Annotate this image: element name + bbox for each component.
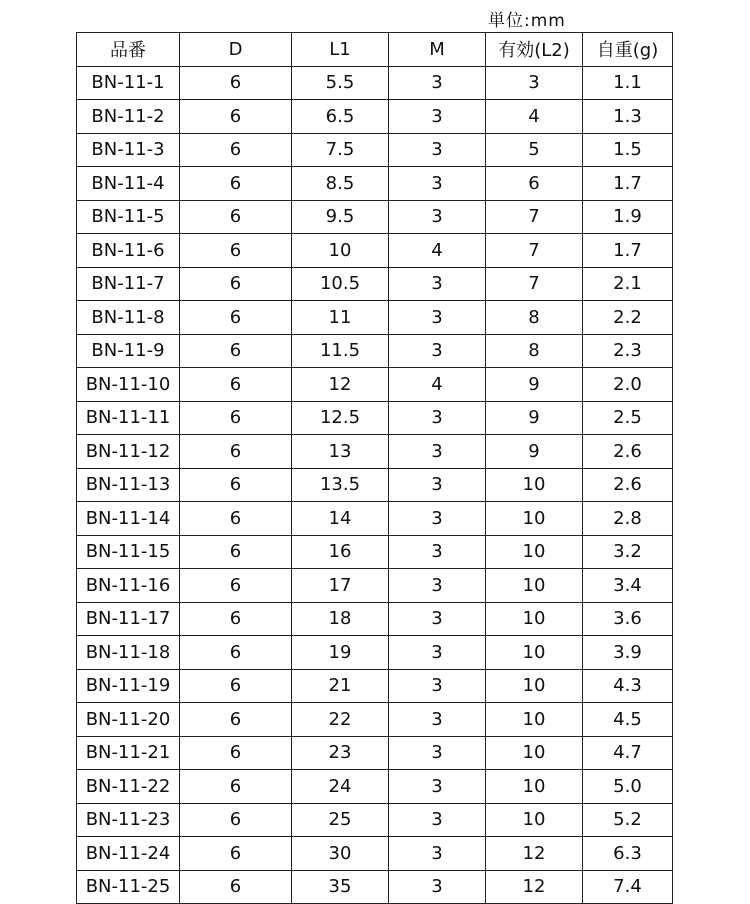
cell-effective-l2: 9 xyxy=(486,368,583,402)
cell-m: 3 xyxy=(389,435,486,469)
cell-weight: 2.1 xyxy=(583,267,673,301)
table-row xyxy=(77,267,673,301)
cell-weight: 3.6 xyxy=(583,602,673,636)
table-row xyxy=(77,401,673,435)
cell-effective-l2: 3 xyxy=(486,66,583,100)
cell-weight: 2.8 xyxy=(583,502,673,536)
cell-m: 3 xyxy=(389,167,486,201)
cell-weight: 4.5 xyxy=(583,703,673,737)
cell-effective-l2: 12 xyxy=(486,870,583,904)
cell-weight: 1.9 xyxy=(583,200,673,234)
cell-d: 6 xyxy=(180,569,292,603)
cell-part-number: BN-11-4 xyxy=(77,167,180,201)
cell-d: 6 xyxy=(180,234,292,268)
cell-l1: 6.5 xyxy=(292,100,389,134)
cell-weight: 6.3 xyxy=(583,837,673,871)
cell-l1: 12 xyxy=(292,368,389,402)
cell-part-number: BN-11-20 xyxy=(77,703,180,737)
cell-d: 6 xyxy=(180,602,292,636)
cell-l1: 24 xyxy=(292,770,389,804)
cell-weight: 1.5 xyxy=(583,133,673,167)
cell-d: 6 xyxy=(180,100,292,134)
cell-effective-l2: 4 xyxy=(486,100,583,134)
table-row xyxy=(77,234,673,268)
cell-d: 6 xyxy=(180,66,292,100)
cell-l1: 14 xyxy=(292,502,389,536)
cell-effective-l2: 9 xyxy=(486,435,583,469)
cell-m: 3 xyxy=(389,703,486,737)
cell-d: 6 xyxy=(180,368,292,402)
cell-m: 3 xyxy=(389,870,486,904)
cell-effective-l2: 10 xyxy=(486,803,583,837)
cell-weight: 5.0 xyxy=(583,770,673,804)
cell-effective-l2: 7 xyxy=(486,200,583,234)
cell-d: 6 xyxy=(180,669,292,703)
cell-l1: 12.5 xyxy=(292,401,389,435)
table-row xyxy=(77,837,673,871)
cell-m: 3 xyxy=(389,100,486,134)
cell-part-number: BN-11-6 xyxy=(77,234,180,268)
cell-weight: 2.6 xyxy=(583,468,673,502)
table-row xyxy=(77,301,673,335)
header-weight: 自重(g) xyxy=(583,33,673,67)
cell-part-number: BN-11-17 xyxy=(77,602,180,636)
header-d: D xyxy=(180,33,292,67)
cell-d: 6 xyxy=(180,167,292,201)
cell-d: 6 xyxy=(180,468,292,502)
cell-l1: 13 xyxy=(292,435,389,469)
cell-effective-l2: 8 xyxy=(486,334,583,368)
cell-weight: 2.0 xyxy=(583,368,673,402)
cell-weight: 2.3 xyxy=(583,334,673,368)
cell-d: 6 xyxy=(180,133,292,167)
cell-part-number: BN-11-3 xyxy=(77,133,180,167)
cell-part-number: BN-11-16 xyxy=(77,569,180,603)
table-row xyxy=(77,100,673,134)
spec-table xyxy=(76,32,673,904)
cell-part-number: BN-11-14 xyxy=(77,502,180,536)
cell-m: 3 xyxy=(389,669,486,703)
cell-m: 3 xyxy=(389,602,486,636)
cell-d: 6 xyxy=(180,301,292,335)
cell-d: 6 xyxy=(180,803,292,837)
cell-l1: 11.5 xyxy=(292,334,389,368)
cell-l1: 19 xyxy=(292,636,389,670)
cell-l1: 30 xyxy=(292,837,389,871)
cell-part-number: BN-11-11 xyxy=(77,401,180,435)
cell-d: 6 xyxy=(180,200,292,234)
cell-effective-l2: 10 xyxy=(486,502,583,536)
cell-part-number: BN-11-12 xyxy=(77,435,180,469)
cell-m: 3 xyxy=(389,200,486,234)
cell-weight: 1.7 xyxy=(583,167,673,201)
cell-l1: 8.5 xyxy=(292,167,389,201)
cell-l1: 13.5 xyxy=(292,468,389,502)
cell-part-number: BN-11-5 xyxy=(77,200,180,234)
table-row xyxy=(77,435,673,469)
cell-l1: 21 xyxy=(292,669,389,703)
cell-m: 3 xyxy=(389,837,486,871)
table-row xyxy=(77,133,673,167)
cell-part-number: BN-11-24 xyxy=(77,837,180,871)
table-row xyxy=(77,636,673,670)
table-row xyxy=(77,569,673,603)
cell-effective-l2: 7 xyxy=(486,267,583,301)
cell-l1: 23 xyxy=(292,736,389,770)
table-row xyxy=(77,502,673,536)
cell-effective-l2: 10 xyxy=(486,569,583,603)
table-row xyxy=(77,602,673,636)
cell-d: 6 xyxy=(180,502,292,536)
cell-l1: 5.5 xyxy=(292,66,389,100)
cell-effective-l2: 10 xyxy=(486,770,583,804)
table-header-row xyxy=(77,33,673,67)
header-m: M xyxy=(389,33,486,67)
table-row xyxy=(77,703,673,737)
cell-part-number: BN-11-19 xyxy=(77,669,180,703)
cell-l1: 11 xyxy=(292,301,389,335)
cell-m: 3 xyxy=(389,66,486,100)
cell-effective-l2: 10 xyxy=(486,602,583,636)
cell-weight: 1.7 xyxy=(583,234,673,268)
cell-d: 6 xyxy=(180,435,292,469)
cell-weight: 5.2 xyxy=(583,803,673,837)
cell-effective-l2: 5 xyxy=(486,133,583,167)
cell-l1: 9.5 xyxy=(292,200,389,234)
cell-l1: 16 xyxy=(292,535,389,569)
cell-effective-l2: 6 xyxy=(486,167,583,201)
cell-l1: 35 xyxy=(292,870,389,904)
table-row xyxy=(77,368,673,402)
cell-effective-l2: 10 xyxy=(486,535,583,569)
cell-d: 6 xyxy=(180,267,292,301)
cell-part-number: BN-11-25 xyxy=(77,870,180,904)
table-row xyxy=(77,167,673,201)
cell-m: 3 xyxy=(389,401,486,435)
cell-effective-l2: 10 xyxy=(486,669,583,703)
cell-part-number: BN-11-2 xyxy=(77,100,180,134)
cell-d: 6 xyxy=(180,334,292,368)
cell-m: 3 xyxy=(389,267,486,301)
cell-part-number: BN-11-13 xyxy=(77,468,180,502)
cell-d: 6 xyxy=(180,736,292,770)
table-row xyxy=(77,870,673,904)
cell-part-number: BN-11-7 xyxy=(77,267,180,301)
cell-d: 6 xyxy=(180,703,292,737)
cell-effective-l2: 10 xyxy=(486,736,583,770)
cell-l1: 17 xyxy=(292,569,389,603)
cell-effective-l2: 12 xyxy=(486,837,583,871)
cell-d: 6 xyxy=(180,770,292,804)
table-body xyxy=(77,66,673,904)
cell-weight: 4.3 xyxy=(583,669,673,703)
cell-m: 3 xyxy=(389,468,486,502)
cell-weight: 7.4 xyxy=(583,870,673,904)
cell-part-number: BN-11-9 xyxy=(77,334,180,368)
cell-m: 4 xyxy=(389,234,486,268)
cell-l1: 10.5 xyxy=(292,267,389,301)
cell-m: 3 xyxy=(389,636,486,670)
cell-weight: 3.2 xyxy=(583,535,673,569)
cell-m: 4 xyxy=(389,368,486,402)
cell-part-number: BN-11-21 xyxy=(77,736,180,770)
cell-weight: 4.7 xyxy=(583,736,673,770)
table-row xyxy=(77,200,673,234)
cell-m: 3 xyxy=(389,569,486,603)
header-part-number: 品番 xyxy=(77,33,180,67)
table-row xyxy=(77,468,673,502)
cell-l1: 7.5 xyxy=(292,133,389,167)
cell-d: 6 xyxy=(180,837,292,871)
cell-part-number: BN-11-23 xyxy=(77,803,180,837)
cell-d: 6 xyxy=(180,535,292,569)
cell-m: 3 xyxy=(389,770,486,804)
cell-effective-l2: 8 xyxy=(486,301,583,335)
cell-weight: 1.1 xyxy=(583,66,673,100)
cell-m: 3 xyxy=(389,535,486,569)
cell-effective-l2: 10 xyxy=(486,703,583,737)
cell-part-number: BN-11-22 xyxy=(77,770,180,804)
cell-weight: 3.4 xyxy=(583,569,673,603)
table-row xyxy=(77,334,673,368)
cell-effective-l2: 9 xyxy=(486,401,583,435)
table-row xyxy=(77,66,673,100)
cell-part-number: BN-11-18 xyxy=(77,636,180,670)
cell-effective-l2: 10 xyxy=(486,468,583,502)
cell-weight: 2.6 xyxy=(583,435,673,469)
cell-m: 3 xyxy=(389,301,486,335)
header-l1: L1 xyxy=(292,33,389,67)
cell-m: 3 xyxy=(389,502,486,536)
cell-l1: 22 xyxy=(292,703,389,737)
cell-d: 6 xyxy=(180,401,292,435)
cell-part-number: BN-11-1 xyxy=(77,66,180,100)
cell-m: 3 xyxy=(389,133,486,167)
cell-l1: 10 xyxy=(292,234,389,268)
cell-m: 3 xyxy=(389,803,486,837)
table-row xyxy=(77,736,673,770)
cell-l1: 18 xyxy=(292,602,389,636)
cell-part-number: BN-11-15 xyxy=(77,535,180,569)
header-effective-l2: 有効(L2) xyxy=(486,33,583,67)
table-row xyxy=(77,669,673,703)
cell-effective-l2: 7 xyxy=(486,234,583,268)
cell-weight: 2.2 xyxy=(583,301,673,335)
cell-d: 6 xyxy=(180,636,292,670)
cell-weight: 2.5 xyxy=(583,401,673,435)
cell-effective-l2: 10 xyxy=(486,636,583,670)
cell-m: 3 xyxy=(389,736,486,770)
table-row xyxy=(77,535,673,569)
table-row xyxy=(77,770,673,804)
cell-d: 6 xyxy=(180,870,292,904)
cell-weight: 1.3 xyxy=(583,100,673,134)
cell-weight: 3.9 xyxy=(583,636,673,670)
cell-l1: 25 xyxy=(292,803,389,837)
unit-label: 単位:mm xyxy=(488,11,566,31)
cell-part-number: BN-11-8 xyxy=(77,301,180,335)
table-row xyxy=(77,803,673,837)
cell-part-number: BN-11-10 xyxy=(77,368,180,402)
cell-m: 3 xyxy=(389,334,486,368)
